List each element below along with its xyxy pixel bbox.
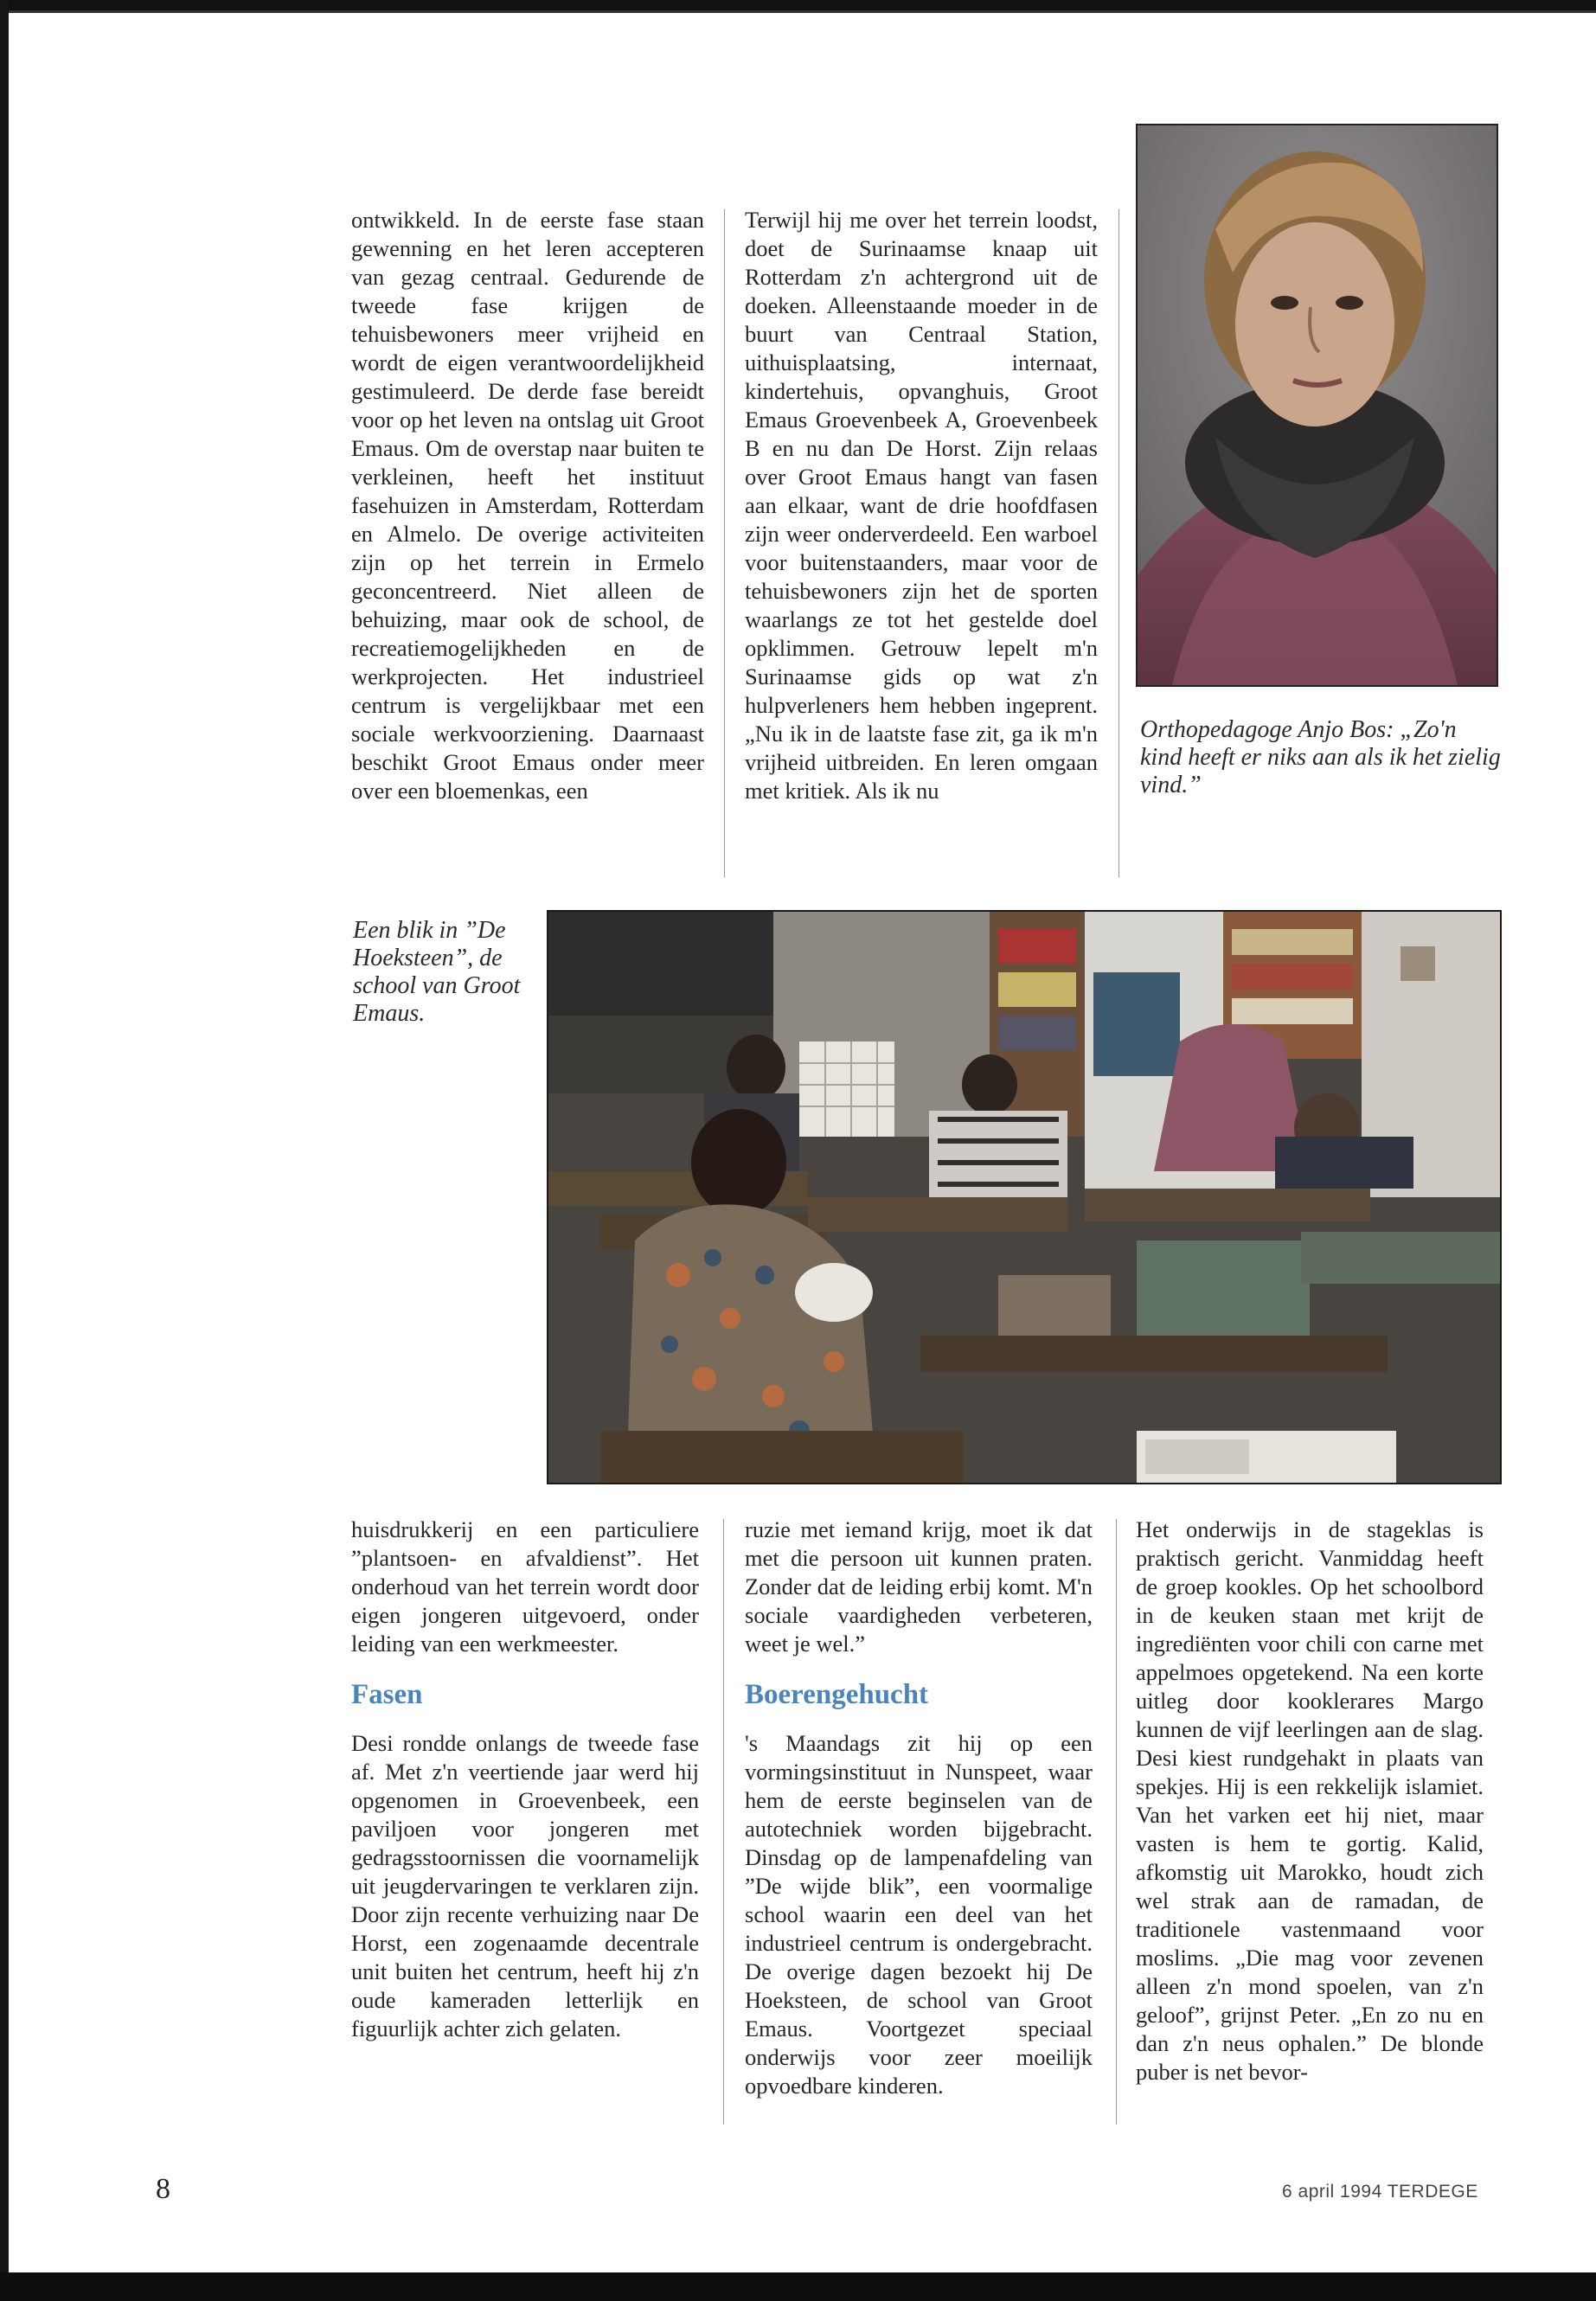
top-column-1 — [351, 206, 704, 805]
portrait-photo — [1136, 124, 1498, 687]
classroom-caption-text: Een blik in ”De Hoeksteen”, de school van Groot Emaus. — [353, 917, 521, 1027]
classroom-caption — [353, 917, 522, 1028]
column-rule — [1118, 209, 1119, 877]
scan-border-top-inner — [0, 10, 1596, 13]
column-rule — [1116, 1519, 1117, 2125]
portrait-illustration — [1138, 125, 1497, 685]
page-number: 8 — [156, 2173, 170, 2205]
bottom-column-3-text: Het onderwijs in de stageklas is praktisch gericht. Vanmiddag heeft de groep kookles. Op het schoolbord in de keuken staan met krijt de ingrediënten voor chili con carne met appelmoes opgetekend. Na een korte uitleg door kooklerares Margo kunnen de vijf leerlingen aan de slag. Desi kiest rundgehakt in plaats van spekjes. Hij is een rekkelijk islamiet. Van het varken eet hij niet, maar vasten is hem te gortig. Kalid, afkomstig uit Marokko, houdt zich wel strak aan de ramadan, de traditionele vastenmaand voor moslims. „Die mag voor zevenen alleen z'n mond spoelen, van z'n geloof”, grijnst Peter. „En zo nu en dan z'n neus ophalen.” De blonde puber is net bevor- — [1136, 1516, 1484, 2085]
top-column-1-text: ontwikkeld. In de eerste fase staan gewenning en het leren accepteren van gezag centraal. Gedurende de tweede fase krijgen de tehuisbewoners meer vrijheid en wordt de eigen verantwoordelijkheid gestimuleerd. De derde fase bereidt voor op het leven na ontslag uit Groot Emaus. Om de overstap naar buiten te verkleinen, heeft het instituut fasehuizen in Amsterdam, Rotterdam en Almelo. De overige activiteiten zijn op het terrein in Ermelo geconcentreerd. Niet alleen de behuizing, maar ook de school, de recreatiemogelijkheden en de werkprojecten. Het industrieel centrum is vergelijkbaar met een sociale werkvoorziening. Daarnaast beschikt Groot Emaus onder meer over een bloemenkas, een — [351, 207, 704, 804]
column-rule — [723, 1519, 724, 2125]
section-heading-fasen: Fasen — [351, 1679, 423, 1710]
section-heading-boerengehucht: Boerengehucht — [745, 1679, 929, 1710]
column-rule — [724, 209, 725, 877]
scan-border-bottom — [0, 2272, 1596, 2301]
classroom-photo — [547, 910, 1502, 1484]
bottom-column-2 — [745, 1516, 1093, 2100]
bottom-column-2-text: ruzie met iemand krijg, moet ik dat met die persoon uit kunnen praten. Zonder dat de leiding erbij komt. M'n sociale vaardigheden verbeteren, weet je wel.” — [745, 1516, 1093, 1657]
top-column-2 — [745, 206, 1098, 805]
bottom-column-2-text-2: 's Maandags zit hij op een vormingsinstituut in Nunspeet, waar hem de eerste beginselen van de autotechniek worden bijgebracht. Dinsdag op de lampenafdeling van ”De wijde blik”, een voormalige school waarin een deel van het industrieel centrum is ondergebracht. De overige dagen bezoekt hij De Hoeksteen, de school van Groot Emaus. Voortgezet speciaal onderwijs voor zeer moeilijk opvoedbare kinderen. — [745, 1730, 1093, 2099]
footer-date-publication: 6 april 1994 TERDEGE — [1282, 2182, 1478, 2202]
classroom-illustration — [548, 912, 1500, 1483]
bottom-column-1-text: huisdrukkerij en een particuliere ”plantsoen- en afvaldienst”. Het onderhoud van het terrein wordt door eigen jongeren uitgevoerd, onder leiding van een werkmeester. — [351, 1516, 699, 1657]
bottom-column-1 — [351, 1516, 699, 2043]
scan-border-top — [0, 0, 1596, 10]
top-column-2-text: Terwijl hij me over het terrein loodst, doet de Surinaamse knaap uit Rotterdam z'n achtergrond uit de doeken. Alleenstaande moeder in de buurt van Centraal Station, uithuisplaatsing, internaat, kindertehuis, opvanghuis, Groot Emaus Groevenbeek A, Groevenbeek B en nu dan De Horst. Zijn relaas over Groot Emaus hangt van fasen aan elkaar, want de drie hoofdfasen zijn weer onderverdeeld. Een warboel voor buitenstaanders, maar voor de tehuisbewoners zijn het de sporten waarlangs ze tot het gestelde doel opklimmen. Getrouw lepelt m'n Surinaamse gids op wat z'n hulpverleners hem hebben ingeprent. „Nu ik in de laatste fase zit, ga ik m'n vrijheid uitbreiden. En leren omgaan met kritiek. Als ik nu — [745, 207, 1098, 804]
bottom-column-3 — [1136, 1516, 1484, 2086]
scan-border-left — [0, 0, 9, 2301]
bottom-column-1-text-2: Desi rondde onlangs de tweede fase af. Met z'n veertiende jaar werd hij opgenomen in Groevenbeek, een paviljoen voor jongeren met gedragsstoornissen die voornamelijk uit jeugdervaringen te verklaren zijn. Door zijn recente verhuizing naar De Horst, een zogenaamde decentrale unit buiten het centrum, heeft hij z'n oude kameraden letterlijk en figuurlijk achter zich gelaten. — [351, 1730, 699, 2041]
portrait-caption — [1140, 716, 1503, 799]
portrait-caption-text: Orthopedagoge Anjo Bos: „Zo'n kind heeft er niks aan als ik het zielig vind.” — [1140, 716, 1501, 798]
